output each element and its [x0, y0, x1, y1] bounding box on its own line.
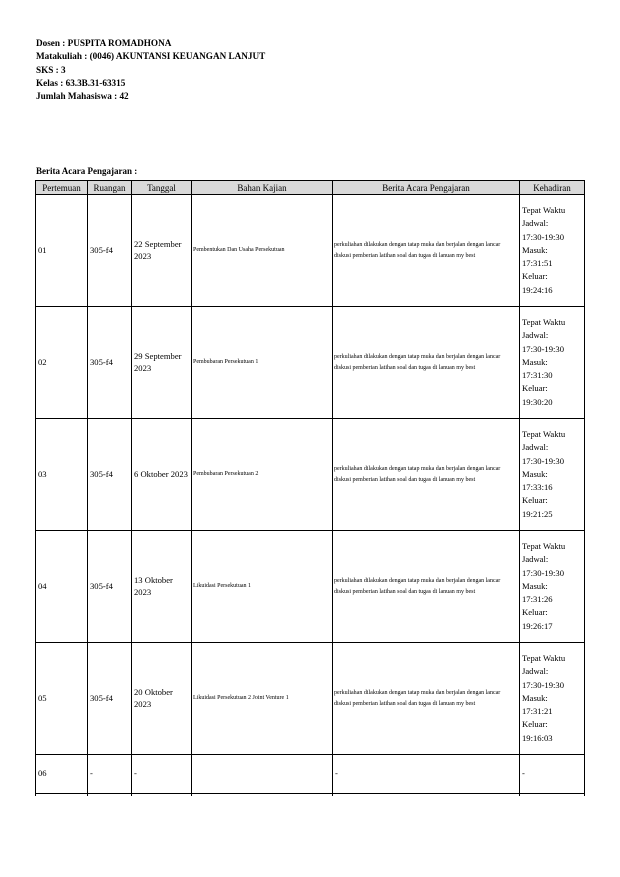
cell-kehadiran — [520, 531, 585, 643]
cell-berita-acara: - — [333, 755, 520, 794]
check-in-time: 17:31:26 — [522, 594, 553, 605]
attendance-status: Tepat Waktu — [522, 429, 566, 440]
attendance-status: Tepat Waktu — [522, 653, 566, 664]
cell-kehadiran — [520, 643, 585, 755]
schedule-time: 17:30-19:30 — [522, 231, 565, 242]
cell-bahan-kajian: Pembubaran Persekutuan 1 — [192, 307, 333, 419]
cell-ruangan: 305-f4 — [88, 531, 132, 643]
cell-bahan-kajian: Likuidasi Persekutuan 2 Joint Venture 1 — [192, 643, 333, 755]
column-header-pertemuan: Pertemuan — [36, 181, 88, 195]
cell-bahan-kajian: Pembubaran Persekutuan 2 — [192, 419, 333, 531]
table-header-row — [36, 181, 585, 195]
cell-bahan-kajian: Likuidasi Persekutuan 1 — [192, 531, 333, 643]
table-row — [36, 307, 585, 419]
check-in-label: Masuk: — [522, 580, 548, 591]
table-row — [36, 531, 585, 643]
table-row-continuation — [36, 794, 585, 797]
check-in-label: Masuk: — [522, 244, 548, 255]
check-out-time: 19:30:20 — [522, 396, 553, 407]
cell-bahan-kajian — [192, 755, 333, 794]
column-header-bahan-kajian: Bahan Kajian — [192, 181, 333, 195]
credit-units: SKS : 3 — [36, 64, 66, 75]
check-in-time: 17:31:30 — [522, 370, 553, 381]
check-out-label: Keluar: — [522, 495, 548, 506]
cell-pertemuan: 01 — [36, 195, 88, 307]
cell-tanggal: 6 Oktober 2023 — [132, 419, 192, 531]
cell-ruangan: 305-f4 — [88, 419, 132, 531]
attendance-status: Tepat Waktu — [522, 541, 566, 552]
check-in-time: 17:33:16 — [522, 482, 553, 493]
check-out-label: Keluar: — [522, 271, 548, 282]
schedule-label: Jadwal: — [522, 330, 549, 341]
cell-ruangan: 305-f4 — [88, 643, 132, 755]
cell-pertemuan: 03 — [36, 419, 88, 531]
check-out-label: Keluar: — [522, 607, 548, 618]
cell-kehadiran: - — [520, 755, 585, 794]
teaching-report-table — [35, 180, 585, 796]
cell-berita-acara: perkuliahan dilakukan dengan tatap muka dan berjalan dengan lancar diskusi pemberian latihan soal dan tugas di lanuan my best — [333, 643, 520, 755]
check-out-label: Keluar: — [522, 719, 548, 730]
course-header — [36, 37, 265, 103]
lecturer-name: Dosen : PUSPITA ROMADHONA — [36, 38, 172, 48]
cell-pertemuan: 04 — [36, 531, 88, 643]
check-out-time: 19:26:17 — [522, 620, 553, 631]
check-out-time: 19:21:25 — [522, 508, 553, 519]
table-row — [36, 419, 585, 531]
schedule-time: 17:30-19:30 — [522, 567, 565, 578]
check-out-time: 19:16:03 — [522, 732, 553, 743]
schedule-label: Jadwal: — [522, 442, 549, 453]
cell-berita-acara: perkuliahan dilakukan dengan tatap muka dan berjalan dengan lancar diskusi pemberian latihan soal dan tugas di lanuan my best — [333, 195, 520, 307]
section-title: Berita Acara Pengajaran : — [36, 166, 138, 176]
student-count: Jumlah Mahasiswa : 42 — [36, 91, 129, 102]
cell-tanggal: - — [132, 755, 192, 794]
attendance-status: Tepat Waktu — [522, 317, 566, 328]
cell-kehadiran — [520, 195, 585, 307]
column-header-berita-acara: Berita Acara Pengajaran — [333, 181, 520, 195]
cell-tanggal: 13 Oktober 2023 — [132, 531, 192, 643]
schedule-label: Jadwal: — [522, 554, 549, 565]
cell-pertemuan: 06 — [36, 755, 88, 794]
schedule-time: 17:30-19:30 — [522, 343, 565, 354]
cell-pertemuan: 02 — [36, 307, 88, 419]
class-code: Kelas : 63.3B.31-63315 — [36, 77, 126, 88]
schedule-time: 17:30-19:30 — [522, 679, 565, 690]
cell-kehadiran — [520, 307, 585, 419]
schedule-time: 17:30-19:30 — [522, 455, 565, 466]
cell-kehadiran — [520, 419, 585, 531]
cell-tanggal: 20 Oktober 2023 — [132, 643, 192, 755]
table-row — [36, 643, 585, 755]
schedule-label: Jadwal: — [522, 218, 549, 229]
check-in-label: Masuk: — [522, 692, 548, 703]
check-in-label: Masuk: — [522, 356, 548, 367]
column-header-tanggal: Tanggal — [132, 181, 192, 195]
cell-berita-acara: perkuliahan dilakukan dengan tatap muka dan berjalan dengan lancar diskusi pemberian latihan soal dan tugas di lanuan my best — [333, 531, 520, 643]
schedule-label: Jadwal: — [522, 666, 549, 677]
cell-tanggal: 22 September 2023 — [132, 195, 192, 307]
column-header-kehadiran: Kehadiran — [520, 181, 585, 195]
cell-bahan-kajian: Pembentukan Dan Usaha Persekutuan — [192, 195, 333, 307]
attendance-status: Tepat Waktu — [522, 205, 566, 216]
check-out-label: Keluar: — [522, 383, 548, 394]
course-name: Matakuliah : (0046) AKUNTANSI KEUANGAN LANJUT — [36, 51, 266, 62]
cell-berita-acara: perkuliahan dilakukan dengan tatap muka dan berjalan dengan lancar diskusi pemberian latihan soal dan tugas di lanuan my best — [333, 419, 520, 531]
cell-tanggal: 29 September 2023 — [132, 307, 192, 419]
check-in-time: 17:31:21 — [522, 706, 553, 717]
table-row — [36, 195, 585, 307]
table-row — [36, 755, 585, 794]
cell-berita-acara: perkuliahan dilakukan dengan tatap muka dan berjalan dengan lancar diskusi pemberian latihan soal dan tugas di lanuan my best — [333, 307, 520, 419]
cell-ruangan: 305-f4 — [88, 195, 132, 307]
cell-ruangan: - — [88, 755, 132, 794]
check-in-time: 17:31:51 — [522, 258, 553, 269]
cell-pertemuan: 05 — [36, 643, 88, 755]
column-header-ruangan: Ruangan — [88, 181, 132, 195]
check-in-label: Masuk: — [522, 468, 548, 479]
cell-ruangan: 305-f4 — [88, 307, 132, 419]
check-out-time: 19:24:16 — [522, 284, 553, 295]
